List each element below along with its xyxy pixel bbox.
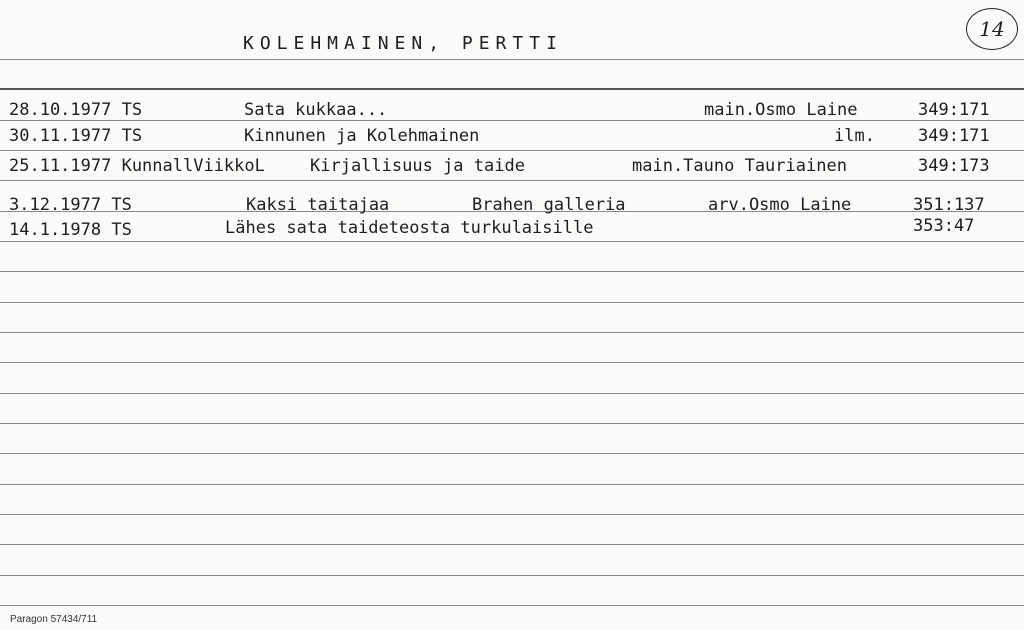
- card-number: 14: [966, 8, 1018, 50]
- entry-ref: 349:171: [918, 100, 990, 120]
- entry-date: 30.11.1977 TS: [9, 126, 143, 146]
- entry-ref: 353:47: [913, 216, 975, 236]
- rule-line: [0, 544, 1024, 545]
- rule-line: [0, 393, 1024, 394]
- rule-line: [0, 575, 1024, 576]
- entry-date: 14.1.1978 TS: [9, 220, 132, 240]
- entry-place: Brahen galleria: [472, 195, 626, 215]
- entry-note: main.Tauno Tauriainen: [632, 156, 847, 176]
- entry-date: 3.12.1977 TS: [9, 195, 132, 215]
- entry-note: ilm.: [834, 126, 875, 146]
- entry-note: arv.Osmo Laine: [708, 195, 852, 215]
- rule-line: [0, 302, 1024, 303]
- rule-line: [0, 59, 1024, 60]
- rule-line: [0, 484, 1024, 485]
- entry-ref: 349:173: [918, 156, 990, 176]
- entry-date: 28.10.1977 TS: [9, 100, 143, 120]
- rule-line: [0, 423, 1024, 424]
- printer-mark: Paragon 57434/711: [10, 614, 98, 625]
- entry-title: Kaksi taitajaa: [246, 195, 390, 215]
- rule-line: [0, 605, 1024, 606]
- rule-line: [0, 271, 1024, 272]
- rule-line: [0, 180, 1024, 181]
- rule-line: [0, 150, 1024, 151]
- entry-title: Lähes sata taideteosta turkulaisille: [225, 218, 594, 238]
- rule-line: [0, 514, 1024, 515]
- entry-title: Sata kukkaa...: [244, 100, 388, 120]
- entry-date: 25.11.1977 KunnallViikkoL: [9, 156, 265, 176]
- entry-title: Kirjallisuus ja taide: [310, 156, 525, 176]
- entry-ref: 351:137: [913, 195, 985, 215]
- entry-title: Kinnunen ja Kolehmainen: [244, 126, 480, 146]
- entry-note: main.Osmo Laine: [704, 100, 858, 120]
- rule-line: [0, 362, 1024, 363]
- entry-ref: 349:171: [918, 126, 990, 146]
- rule-line: [0, 120, 1024, 121]
- rule-line: [0, 332, 1024, 333]
- rule-line: [0, 88, 1024, 90]
- rule-line: [0, 453, 1024, 454]
- card-heading: KOLEHMAINEN, PERTTI: [243, 33, 563, 54]
- rule-line: [0, 241, 1024, 242]
